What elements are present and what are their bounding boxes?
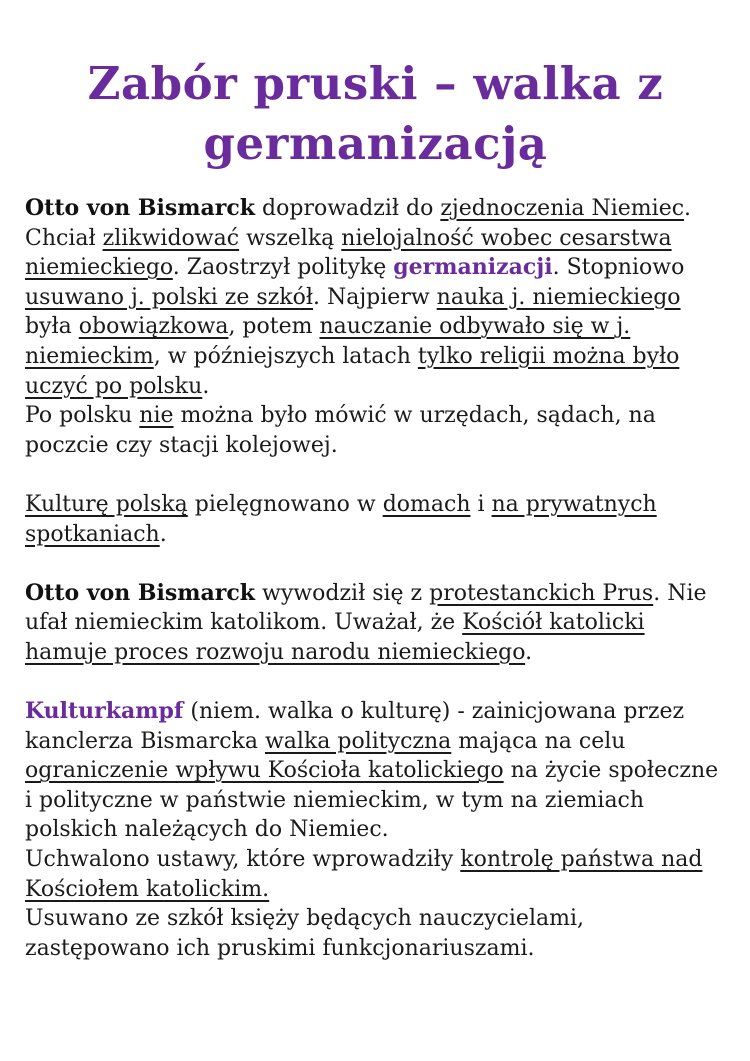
- underlined-phrase: nielojalność wobec cesarstwa niemieckiego: [25, 225, 672, 281]
- text-run: .: [159, 521, 167, 547]
- paragraph: [25, 194, 726, 401]
- text-run: doprowadził do: [255, 196, 441, 221]
- text-run: wszelką: [239, 225, 342, 251]
- paragraph: [25, 579, 726, 668]
- text-run: .: [202, 373, 210, 399]
- text-run: . Chciał: [25, 196, 692, 251]
- document-body: [25, 194, 726, 963]
- text-run: była: [25, 314, 79, 340]
- text-run: mająca na celu: [451, 728, 626, 754]
- underlined-phrase: ograniczenie wpływu Kościoła katolickiego: [25, 758, 504, 784]
- paragraph: [25, 401, 726, 460]
- text-run: Uchwalono ustawy, które wprowadziły: [25, 847, 461, 873]
- paragraph-spacer: [25, 460, 726, 490]
- text-run: wywodził się z: [255, 580, 430, 606]
- text-run: , potem: [228, 314, 320, 340]
- text-run: i: [470, 491, 492, 517]
- paragraph: [25, 845, 726, 904]
- paragraph-spacer: [25, 549, 726, 579]
- underlined-phrase: Kościół katolicki hamuje proces rozwoju narodu niemieckiego: [25, 610, 645, 665]
- bold-name: Otto von Bismarck: [25, 579, 256, 606]
- text-run: . Nie ufał niemieckim katolikom. Uważał, że: [25, 580, 707, 636]
- text-run: .: [525, 639, 533, 665]
- text-run: Po polsku: [25, 403, 140, 429]
- underlined-phrase: obowiązkowa: [78, 314, 229, 340]
- key-term: germanizacji: [393, 254, 553, 281]
- text-run: . Stopniowo: [552, 255, 685, 281]
- underlined-phrase: domach: [382, 491, 471, 517]
- underlined-phrase: nauczanie odbywało się w j. niemieckim: [25, 314, 631, 369]
- text-run: , w późniejszych latach: [153, 343, 418, 369]
- paragraph: [25, 904, 726, 963]
- underlined-phrase: protestanckich Prus: [429, 580, 654, 606]
- underlined-phrase: nie: [139, 403, 174, 429]
- text-run: . Zaostrzył politykę: [172, 255, 394, 281]
- underlined-phrase: kontrolę państwa nad Kościołem katolickim.: [25, 847, 703, 902]
- underlined-phrase: nauka j. niemieckiego: [436, 284, 681, 310]
- underlined-phrase: zjednoczenia Niemiec: [440, 196, 685, 221]
- paragraph: [25, 490, 726, 549]
- page-title: Zabór pruski – walka z germanizacją: [87, 57, 664, 170]
- underlined-phrase: Kulturę polską: [25, 491, 188, 517]
- bold-name: Otto von Bismarck: [25, 195, 256, 221]
- underlined-phrase: na prywatnych spotkaniach: [25, 491, 657, 547]
- text-run: (niem. walka o kulturę) - zainicjowana przez kanclerza Bismarcka: [25, 699, 685, 754]
- text-run: można było mówić w urzędach, sądach, na poczcie czy stacji kolejowej.: [25, 403, 656, 458]
- text-run: na życie społeczne i polityczne w państwie niemieckim, w tym na ziemiach polskich należących do Niemiec.: [25, 758, 719, 843]
- text-run: . Najpierw: [313, 284, 437, 310]
- text-run: pielęgnowano w: [187, 491, 383, 517]
- paragraph-spacer: [25, 668, 726, 698]
- underlined-phrase: walka polityczna: [264, 728, 452, 754]
- underlined-phrase: usuwano j. polski ze szkół: [25, 284, 313, 310]
- underlined-phrase: tylko religii można było uczyć po polsku: [25, 343, 680, 399]
- text-run: Usuwano ze szkół księży będących nauczycielami, zastępowano ich pruskimi funkcjonariuszami.: [25, 906, 584, 961]
- paragraph: [25, 697, 726, 845]
- underlined-phrase: zlikwidować: [102, 225, 240, 251]
- key-term: Kulturkampf: [25, 698, 184, 725]
